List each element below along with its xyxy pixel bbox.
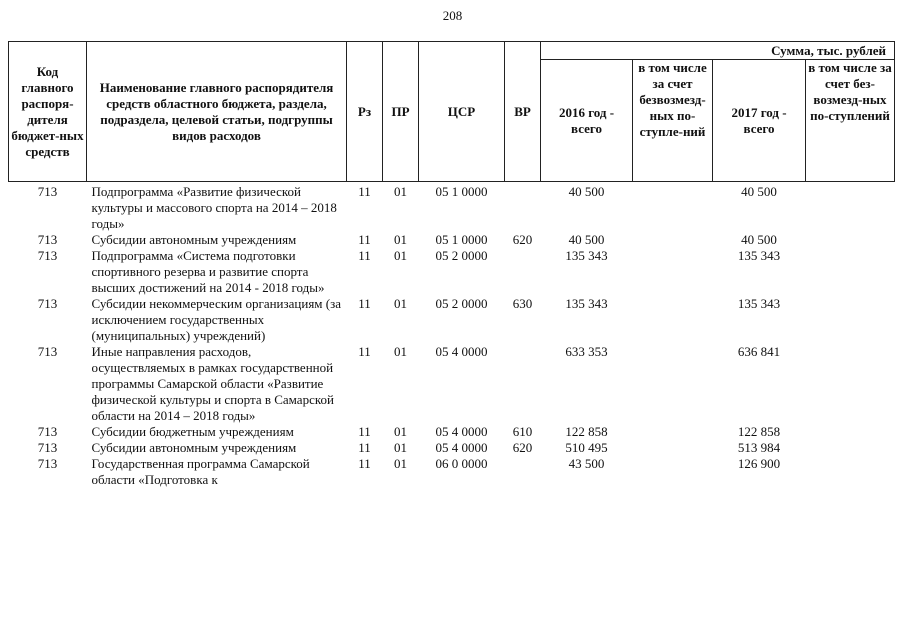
cell-pr: 01 [394,456,407,471]
cell-rz: 11 [358,248,371,263]
table-row [9,232,895,248]
header-code: Код главного распоря-дителя бюджет-ных средств [9,42,87,182]
cell-vr: 610 [512,424,533,439]
cell-2016-free [633,248,713,296]
cell-pr: 01 [394,296,407,311]
cell-csr: 06 0 0000 [435,456,488,471]
cell-2016-total: 510 495 [565,440,608,455]
cell-code: 713 [37,248,58,263]
cell-rz: 11 [358,440,371,455]
cell-2016-free [633,440,713,456]
cell-name: Субсидии автономным учреждениям [91,232,297,247]
page-number: 208 [442,8,463,23]
cell-rz: 11 [358,344,371,359]
cell-2017-free [806,456,895,488]
budget-table [8,41,895,488]
cell-2017-free [806,440,895,456]
cell-rz: 11 [358,296,371,311]
cell-2016-total: 40 500 [568,232,605,247]
cell-2017-total: 636 841 [737,344,781,359]
cell-rz: 11 [358,424,371,439]
cell-csr: 05 4 0000 [435,440,488,455]
cell-2017-free [806,182,895,233]
cell-pr: 01 [394,440,407,455]
cell-csr: 05 2 0000 [435,248,488,263]
header-2017-free: в том числе за счет без-возмезд-ных по-ступлений [806,60,895,182]
cell-code: 713 [37,424,58,439]
cell-2016-free [633,232,713,248]
header-pr: ПР [383,42,419,182]
cell-2016-free [633,182,713,233]
cell-name: Субсидии некоммерческим организациям (за исключением государственных (муниципальных) учреждений) [91,296,342,343]
cell-2017-total: 135 343 [737,296,781,311]
cell-2017-free [806,344,895,424]
cell-name: Субсидии бюджетным учреждениям [91,424,294,439]
cell-csr: 05 4 0000 [435,344,488,359]
header-vr: ВР [505,42,541,182]
header-csr: ЦСР [419,42,505,182]
cell-2016-free [633,344,713,424]
header-sum: Сумма, тыс. рублей [541,42,895,60]
cell-2017-total: 122 858 [737,424,781,439]
cell-vr [505,344,541,424]
cell-2016-total: 40 500 [568,184,605,199]
cell-2017-total: 40 500 [741,232,777,247]
header-rz: Рз [347,42,383,182]
header-2016-free: в том числе за счет безвозмезд-ных по-ступле-ний [633,60,713,182]
cell-vr: 630 [512,296,533,311]
table-row [9,248,895,296]
cell-csr: 05 4 0000 [435,424,488,439]
cell-2016-total: 122 858 [565,424,608,439]
cell-vr [505,182,541,233]
header-2016-total: 2016 год - всего [541,60,633,182]
cell-code: 713 [37,184,58,199]
cell-vr [505,248,541,296]
cell-vr: 620 [512,440,533,455]
header-name: Наименование главного распорядителя средств областного бюджета, раздела, подраздела, целевой статьи, подгруппы видов расходов [87,42,347,182]
cell-rz: 11 [358,184,371,199]
cell-2017-free [806,424,895,440]
cell-csr: 05 1 0000 [435,184,488,199]
cell-name: Государственная программа Самарской области «Подготовка к [91,456,310,487]
cell-code: 713 [37,440,58,455]
cell-name: Субсидии автономным учреждениям [91,440,297,455]
table-row [9,440,895,456]
cell-2016-free [633,424,713,440]
table-row [9,344,895,424]
cell-pr: 01 [394,344,407,359]
cell-rz: 11 [358,232,371,247]
cell-code: 713 [37,296,58,311]
table-row [9,424,895,440]
cell-2017-total: 513 984 [737,440,781,455]
cell-pr: 01 [394,184,407,199]
cell-2017-free [806,296,895,344]
cell-code: 713 [37,344,58,359]
cell-2017-free [806,232,895,248]
cell-code: 713 [37,456,58,471]
cell-2016-total: 43 500 [568,456,605,471]
cell-code: 713 [37,232,58,247]
cell-pr: 01 [394,424,407,439]
cell-name: Подпрограмма «Система подготовки спортивного резерва и развитие спорта высших достижений на 2014 - 2018 годы» [91,248,325,295]
cell-vr [505,456,541,488]
table-row [9,182,895,233]
table-row [9,456,895,488]
cell-2016-total: 135 343 [565,296,608,311]
cell-name: Подпрограмма «Развитие физической культуры и массового спорта на 2014 – 2018 годы» [91,184,337,231]
cell-pr: 01 [394,232,407,247]
cell-pr: 01 [394,248,407,263]
cell-2017-total: 135 343 [737,248,781,263]
cell-vr: 620 [512,232,533,247]
header-2017-total: 2017 год - всего [713,60,806,182]
cell-rz: 11 [358,456,371,471]
cell-2016-free [633,456,713,488]
cell-2016-total: 633 353 [565,344,608,359]
table-row [9,296,895,344]
cell-2016-total: 135 343 [565,248,608,263]
cell-2017-total: 126 900 [737,456,781,471]
cell-2017-total: 40 500 [741,184,777,199]
cell-2017-free [806,248,895,296]
cell-name: Иные направления расходов, осуществляемых в рамках государственной программы Самарской области «Развитие физической культуры и спорта в Самарской области на 2014 – 2018 годы» [91,344,334,423]
cell-csr: 05 2 0000 [435,296,488,311]
cell-2016-free [633,296,713,344]
cell-csr: 05 1 0000 [435,232,488,247]
